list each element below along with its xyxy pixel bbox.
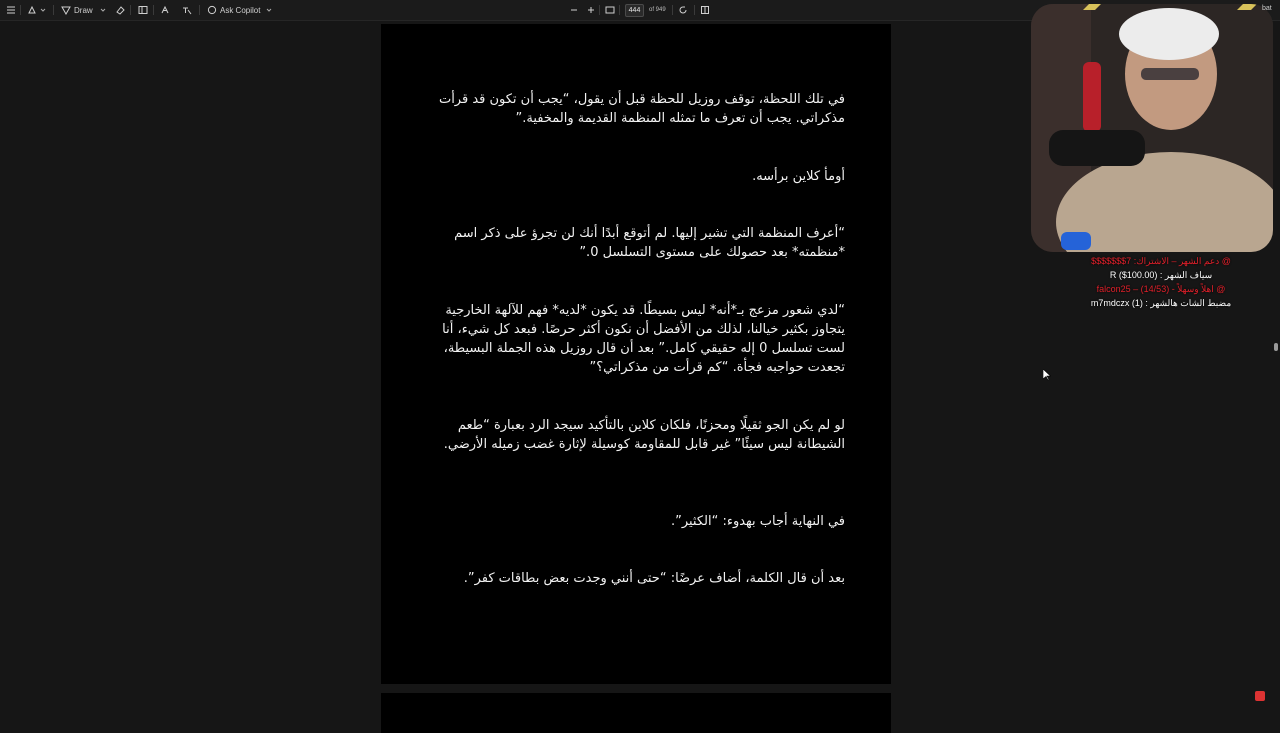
paragraph: في النهاية أجاب بهدوء: “الكثير”.	[670, 514, 845, 529]
paragraph: في تلك اللحظة، توقف روزيل للحظة قبل أن يقول، “يجب أن تكون قد قرأت مذكراتي. يجب أن تعرف ما تمثله المنظمة القديمة والمخفية.”	[438, 92, 845, 126]
page-count: of 949	[649, 7, 666, 13]
zoom-in-button[interactable]	[586, 3, 596, 17]
ask-copilot-button[interactable]	[207, 3, 272, 17]
pdf-page-next	[381, 693, 891, 733]
streamer-image	[1031, 4, 1273, 252]
pdf-app-icon	[1255, 691, 1265, 701]
copilot-icon	[207, 5, 217, 15]
chevron-down-icon	[40, 7, 46, 13]
toolbar-divider	[694, 5, 695, 15]
toolbar-divider	[619, 5, 620, 15]
paragraph: بعد أن قال الكلمة، أضاف عرضًا: “حتى أنني وجدت بعض بطاقات كفر”.	[463, 571, 845, 586]
rotate-button[interactable]	[678, 3, 688, 17]
paragraph: لو لم يكن الجو ثقيلًا ومحزنًا، فلكان كلاين بالتأكيد سيجد الرد بعبارة “طعم الشيطانة ليس سيئًا” غير قابل للمقاومة كوسيلة لإثارة غضب زميله الأرضي.	[443, 418, 845, 452]
read-aloud-icon	[160, 5, 170, 15]
add-text-button[interactable]	[138, 3, 148, 17]
paragraph: “لدي شعور مزعج بـ*أنه* ليس بسيطًا. قد يكون *لديه* فهم للآلهة الخارجية يتجاوز بكثير خيالنا، لذلك من الأفضل أن نكون أكثر حرصًا. فبعد كل شيء، أنا لست تسلسل 0 إله حقيقي كامل.” بعد أن قال روزيل هذه الجملة البسيطة، تجعدت حواجبه فجأة. “كم قرأت من مذكراتي؟”	[442, 303, 845, 375]
toolbar-divider	[153, 5, 154, 15]
toolbar-divider	[20, 5, 21, 15]
plus-icon	[586, 5, 596, 15]
erase-button[interactable]	[115, 3, 125, 17]
pdf-page	[381, 24, 891, 684]
draw-label: Draw	[74, 5, 93, 15]
translate-icon	[182, 5, 192, 15]
eraser-icon	[115, 5, 125, 15]
zoom-out-button[interactable]	[569, 3, 579, 17]
minus-icon	[569, 5, 579, 15]
toolbar-divider	[599, 5, 600, 15]
toolbar-divider	[672, 5, 673, 15]
pen-icon	[61, 5, 71, 15]
paragraph: “أعرف المنظمة التي تشير إليها. لم أتوقع أبدًا أنك لن تجرؤ على ذكر اسم *منظمته* بعد حصولك على مستوى التسلسل 0.”	[454, 226, 845, 260]
chevron-down-icon	[266, 7, 272, 13]
draw-button[interactable]	[61, 3, 106, 17]
paragraph: أومأ كلاين برأسه.	[752, 169, 845, 184]
translate-button[interactable]	[182, 3, 192, 17]
scrollbar-thumb[interactable]	[1274, 343, 1278, 351]
fit-page-button[interactable]	[605, 3, 615, 17]
overlay-line: مضبط الشات هالشهر : (1) m7mdczx	[1090, 298, 1232, 308]
page-view-icon	[700, 5, 710, 15]
page-number-input[interactable]	[625, 4, 644, 17]
rotate-icon	[678, 5, 688, 15]
page-view-button[interactable]	[700, 3, 710, 17]
stream-stats-overlay	[1066, 254, 1256, 310]
overlay-line: سياف الشهر : (100.00$) R	[1109, 270, 1213, 280]
chevron-down-icon	[100, 7, 106, 13]
toolbar-divider	[199, 5, 200, 15]
toolbar-divider	[53, 5, 54, 15]
overlay-line: @ دعم الشهر – الاشتراك: 7$$$$$$$	[1091, 256, 1231, 266]
fit-page-icon	[605, 5, 615, 15]
vertical-scrollbar[interactable]	[1272, 20, 1280, 720]
overlay-line: @ اهلاً وسهلاً - (14/53) – falcon25	[1096, 284, 1226, 294]
list-icon	[6, 5, 16, 15]
highlight-button[interactable]	[27, 3, 46, 17]
ask-copilot-label: Ask Copilot	[220, 5, 261, 15]
overlay-corner-label: bat	[1262, 5, 1272, 12]
highlighter-icon	[27, 5, 37, 15]
toolbar-divider	[130, 5, 131, 15]
webcam-overlay	[1031, 4, 1273, 252]
read-aloud-button[interactable]	[160, 3, 170, 17]
mouse-cursor-icon	[1043, 369, 1051, 381]
contents-button[interactable]	[6, 3, 16, 17]
text-box-icon	[138, 5, 148, 15]
